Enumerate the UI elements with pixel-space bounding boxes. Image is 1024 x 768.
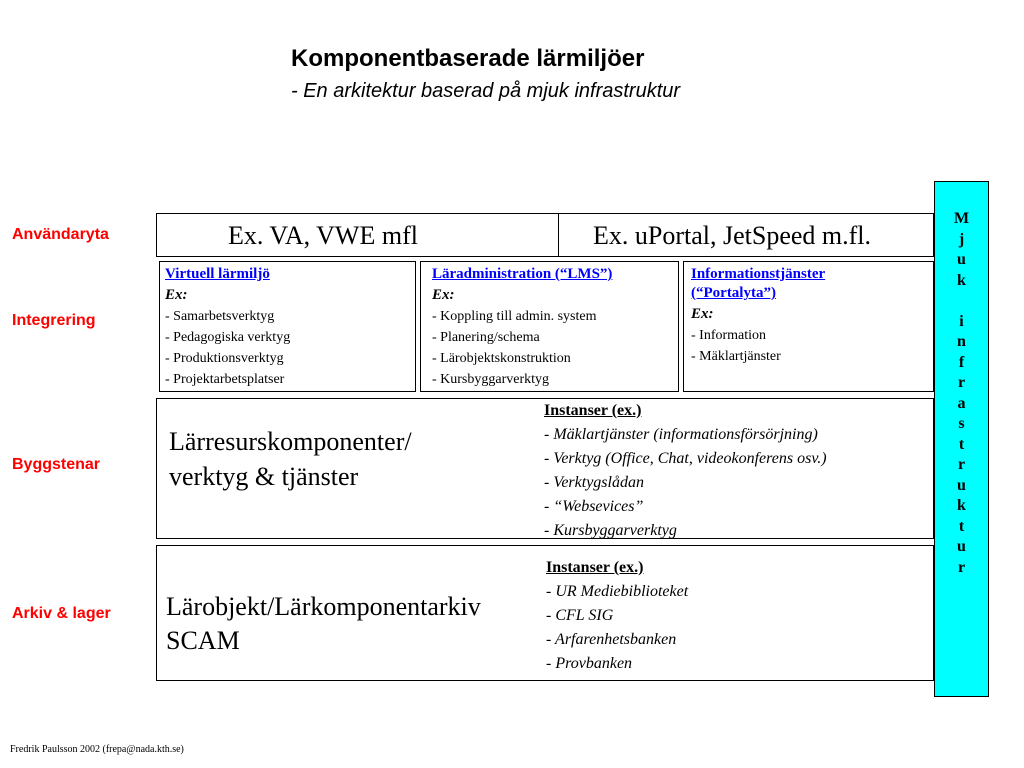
byggstenar-main-line1: Lärresurskomponenter/	[169, 427, 412, 456]
footer-credit: Fredrik Paulsson 2002 (frepa@nada.kth.se)	[10, 744, 184, 755]
sidebar-letter: r	[957, 558, 966, 576]
list-item: - Verktygslådan	[544, 474, 644, 491]
integrering-col3-box	[683, 261, 934, 392]
byggstenar-instances-heading: Instanser (ex.)	[544, 402, 642, 419]
list-item: - Provbanken	[546, 655, 633, 672]
list-item: - Information	[691, 328, 767, 343]
sidebar-letter: n	[957, 333, 966, 350]
byggstenar-box	[156, 398, 934, 539]
sidebar-letter: r	[957, 456, 966, 473]
sidebar-letter: a	[957, 394, 966, 412]
sidebar-letter: k	[957, 497, 966, 514]
list-item: - Arfarenhetsbanken	[546, 631, 677, 648]
sidebar-letter: k	[957, 271, 966, 289]
byggstenar-main-line2: verktyg & tjänster	[169, 462, 359, 491]
list-item: - Planering/schema	[432, 330, 540, 345]
sidebar-letter: u	[957, 251, 966, 268]
sidebar-letter: i	[959, 312, 964, 330]
integrering-col3-ex: Ex:	[691, 306, 714, 322]
sidebar-letter: M	[953, 210, 970, 227]
list-item: - UR Mediebiblioteket	[546, 583, 689, 600]
integrering-col2-heading-link[interactable]: Läradministration (“LMS”)	[432, 266, 613, 282]
list-item: - Samarbetsverktyg	[165, 309, 275, 324]
arkiv-instances-heading: Instanser (ex.)	[546, 559, 644, 576]
row-label-arkiv: Arkiv & lager	[12, 605, 111, 622]
page-subtitle: - En arkitektur baserad på mjuk infrastruktur	[291, 80, 681, 102]
sidebar-letter: s	[958, 415, 965, 432]
row-label-integrering: Integrering	[12, 312, 96, 329]
integrering-col1-ex: Ex:	[165, 287, 188, 303]
integrering-col1-heading-link[interactable]: Virtuell lärmiljö	[165, 266, 270, 282]
integrering-col2-box	[420, 261, 679, 392]
sidebar-letter: j	[958, 230, 965, 248]
anvandaryta-left-box	[156, 213, 559, 257]
list-item: - Pedagogiska verktyg	[165, 330, 291, 345]
integrering-col3-heading-link[interactable]: Informationstjänster	[691, 266, 826, 282]
sidebar-letter: t	[958, 435, 965, 453]
anvandaryta-right-box	[558, 213, 934, 257]
list-item: - Kursbyggarverktyg	[432, 372, 550, 387]
list-item: - Lärobjektskonstruktion	[432, 351, 571, 366]
sidebar-letter: u	[957, 538, 966, 555]
list-item: - Kursbyggarverktyg	[544, 522, 677, 539]
integrering-col2-ex: Ex:	[432, 287, 455, 303]
list-item: - Koppling till admin. system	[432, 309, 597, 324]
anvandaryta-left-text: Ex. VA, VWE mfl	[228, 221, 418, 250]
integrering-col3-heading-link-line2[interactable]: (“Portalyta”)	[691, 285, 776, 301]
sidebar-letter: u	[957, 476, 966, 494]
sidebar-letter: r	[957, 374, 966, 391]
page-title: Komponentbaserade lärmiljöer	[291, 45, 645, 72]
sidebar-letter: t	[958, 517, 965, 535]
list-item: - Verktyg (Office, Chat, videokonferens osv.)	[544, 450, 827, 467]
list-item: - Mäklartjänster (informationsförsörjning)	[544, 426, 818, 443]
sidebar-letter: f	[958, 353, 965, 371]
anvandaryta-right-text: Ex. uPortal, JetSpeed m.fl.	[593, 221, 872, 250]
list-item: - CFL SIG	[546, 607, 614, 624]
row-label-byggstenar: Byggstenar	[12, 456, 101, 473]
arkiv-main-line1: Lärobjekt/Lärkomponentarkiv	[166, 592, 481, 621]
list-item: - “Websevices”	[544, 498, 644, 515]
arkiv-main-line2: SCAM	[166, 626, 240, 655]
list-item: - Mäklartjänster	[691, 349, 781, 364]
list-item: - Projektarbetsplatser	[165, 372, 285, 387]
list-item: - Produktionsverktyg	[165, 351, 284, 366]
row-label-anvandaryta: Användaryta	[12, 226, 109, 243]
arkiv-box	[156, 545, 934, 681]
integrering-col1-box	[159, 261, 416, 392]
mjuk-infrastruktur-bar	[934, 181, 989, 697]
